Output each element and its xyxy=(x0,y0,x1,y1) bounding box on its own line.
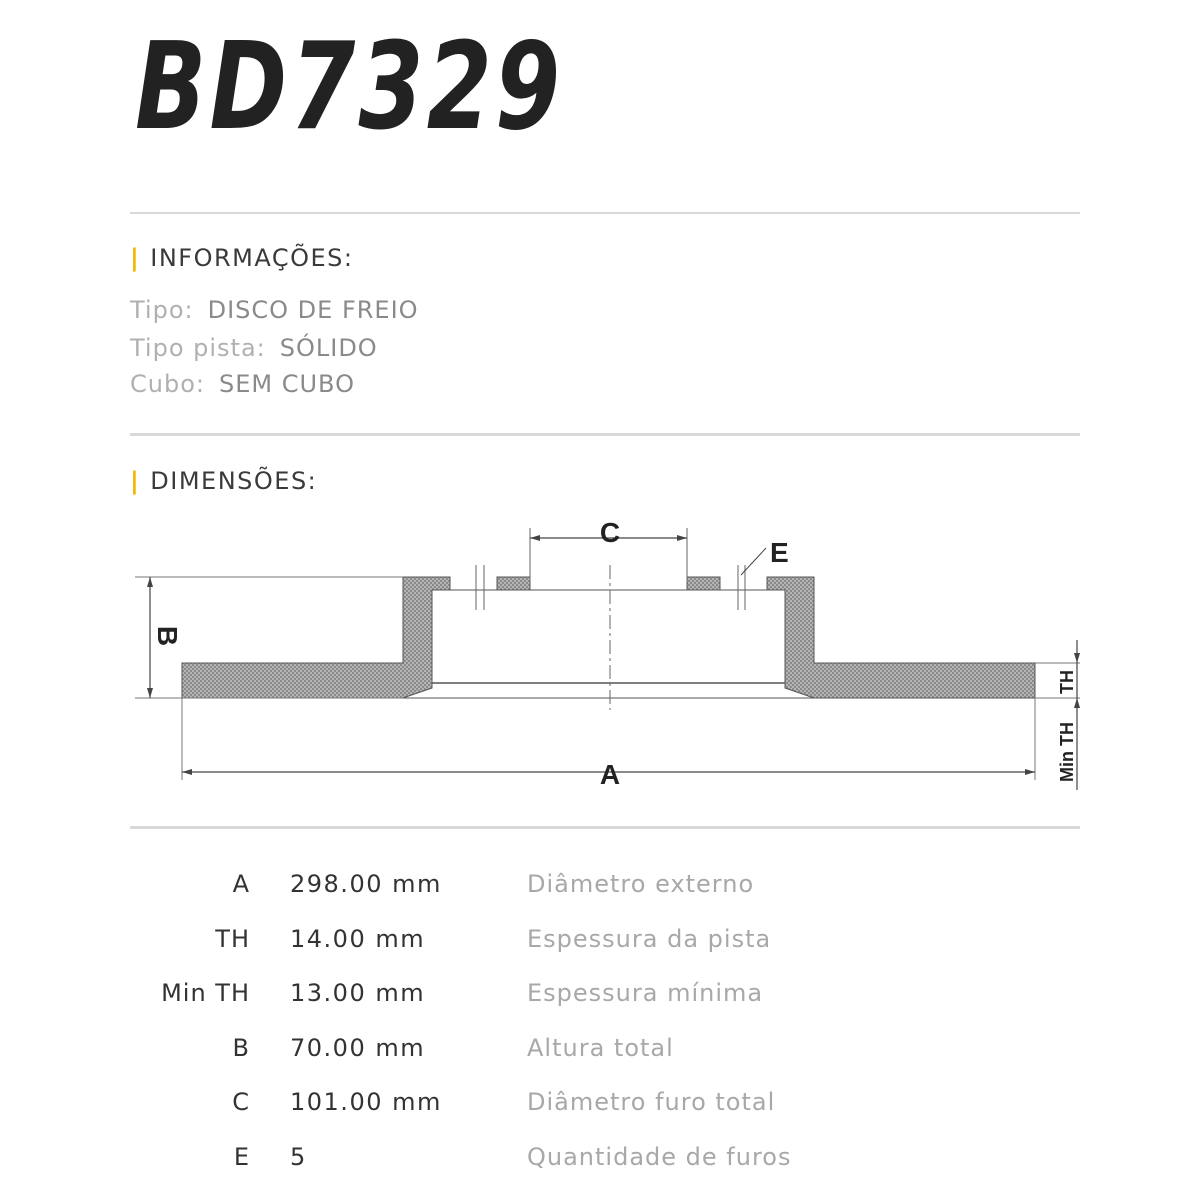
spec-description: Altura total xyxy=(527,1034,674,1062)
spec-value: 70.00 mm xyxy=(290,1034,426,1062)
spec-description: Espessura da pista xyxy=(527,925,772,953)
info-value: SÓLIDO xyxy=(279,334,378,362)
spec-row-min-th xyxy=(0,979,1200,1019)
spec-value: 101.00 mm xyxy=(290,1088,442,1116)
spec-code: E xyxy=(233,1143,250,1171)
dimensions-heading xyxy=(130,467,317,495)
spec-description: Diâmetro furo total xyxy=(527,1088,776,1116)
info-row-tipo xyxy=(130,296,419,324)
spec-value: 298.00 mm xyxy=(290,870,442,898)
accent-bar: | xyxy=(130,467,141,495)
spec-row-a xyxy=(0,870,1200,910)
spec-row-e xyxy=(0,1143,1200,1183)
info-label: Tipo: xyxy=(130,296,194,324)
spec-code: A xyxy=(232,870,250,898)
spec-code: Min TH xyxy=(161,979,250,1007)
spec-row-c xyxy=(0,1088,1200,1128)
info-row-cubo xyxy=(130,370,355,398)
divider-middle xyxy=(130,433,1080,436)
brake-disc-diagram xyxy=(0,500,1200,810)
divider-bottom xyxy=(130,826,1080,829)
info-row-tipo-pista xyxy=(130,334,378,362)
divider-top xyxy=(130,212,1080,214)
spec-description: Quantidade de furos xyxy=(527,1143,792,1171)
disc-section-right xyxy=(767,577,1035,698)
label-c: C xyxy=(599,517,621,548)
product-code-title: BD7329 xyxy=(135,18,564,157)
disc-section-left xyxy=(182,577,450,698)
info-value: SEM CUBO xyxy=(218,370,355,398)
info-heading-label: INFORMAÇÕES: xyxy=(150,244,354,272)
info-heading xyxy=(130,244,354,272)
spec-description: Diâmetro externo xyxy=(527,870,755,898)
hub-segment-left xyxy=(497,577,530,590)
spec-value: 13.00 mm xyxy=(290,979,426,1007)
label-e: E xyxy=(770,537,789,568)
label-min-th: Min TH xyxy=(1057,722,1077,782)
spec-code: B xyxy=(232,1034,250,1062)
info-label: Tipo pista: xyxy=(130,334,266,362)
spec-description: Espessura mínima xyxy=(527,979,764,1007)
hub-segment-right xyxy=(687,577,720,590)
label-b: B xyxy=(152,625,183,647)
info-label: Cubo: xyxy=(130,370,205,398)
label-th: TH xyxy=(1057,670,1077,694)
label-a: A xyxy=(599,759,621,790)
spec-row-b xyxy=(0,1034,1200,1074)
spec-row-th xyxy=(0,925,1200,965)
info-value: DISCO DE FREIO xyxy=(207,296,419,324)
spec-value: 5 xyxy=(290,1143,307,1171)
dimensions-heading-label: DIMENSÕES: xyxy=(150,467,318,495)
spec-value: 14.00 mm xyxy=(290,925,426,953)
spec-code: C xyxy=(232,1088,250,1116)
spec-code: TH xyxy=(215,925,250,953)
accent-bar: | xyxy=(130,244,141,272)
